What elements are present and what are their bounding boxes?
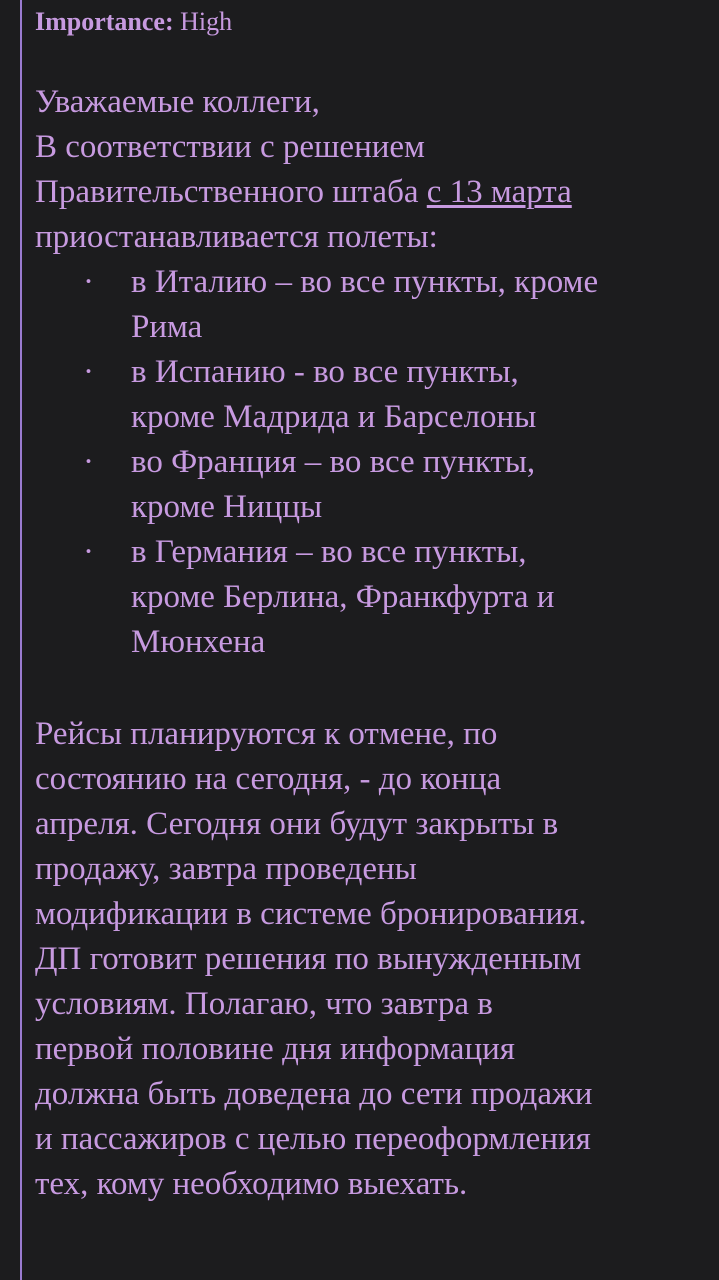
paragraph-line: первой половине дня информация — [35, 1031, 515, 1067]
paragraph-line: состоянию на сегодня, - до конца — [35, 761, 502, 797]
paragraph-line: и пассажиров с целью переоформления — [35, 1121, 591, 1157]
importance-value: High — [180, 7, 233, 36]
list-item-line: Рима — [131, 309, 203, 345]
intro-line-2-text: Правительственного штаба — [35, 174, 427, 210]
main-paragraph — [35, 712, 705, 1207]
message-body — [35, 80, 705, 1207]
list-item-line: Мюнхена — [131, 624, 266, 660]
paragraph-line: апреля. Сегодня они будут закрыты в — [35, 806, 559, 842]
bullet-dot: · — [83, 264, 94, 300]
intro-line-3: приостанавливается полеты: — [35, 219, 438, 255]
list-item-line: в Германия – во все пункты, — [131, 534, 527, 570]
paragraph-line: Рейсы планируются к отмене, по — [35, 716, 498, 752]
list-item-line: кроме Берлина, Франкфурта и — [131, 579, 555, 615]
greeting: Уважаемые коллеги, — [35, 84, 320, 120]
paragraph-line: условиям. Полагаю, что завтра в — [35, 986, 493, 1022]
list-item-line: в Италию – во все пункты, кроме — [131, 264, 599, 300]
list-item-spain — [35, 350, 705, 440]
message-left-border — [20, 0, 22, 1280]
paragraph-line: ДП готовит решения по вынужденным — [35, 941, 582, 977]
list-item-italy — [35, 260, 705, 350]
paragraph-line: должна быть доведена до сети продажи — [35, 1076, 593, 1112]
paragraph-gap — [35, 665, 705, 712]
bullet-dot: · — [83, 534, 94, 570]
paragraph-line: тех, кому необходимо выехать. — [35, 1166, 468, 1202]
list-item-line: кроме Мадрида и Барселоны — [131, 399, 537, 435]
paragraph-line: модификации в системе бронирования. — [35, 896, 587, 932]
list-item-line: во Франция – во все пункты, — [131, 444, 536, 480]
bullet-dot: · — [83, 354, 94, 390]
list-item-germany — [35, 530, 705, 665]
paragraph-line: продажу, завтра проведены — [35, 851, 417, 887]
bullet-dot: · — [83, 444, 94, 480]
list-item-line: кроме Ниццы — [131, 489, 323, 525]
date-underlined: с 13 марта — [426, 174, 572, 210]
importance-label: Importance: — [35, 7, 174, 36]
intro-line-2 — [35, 170, 705, 215]
importance-header — [35, 2, 232, 42]
list-item-line: в Испанию - во все пункты, — [131, 354, 519, 390]
suspended-flights-list — [35, 260, 705, 665]
intro-line-1: В соответствии с решением — [35, 129, 425, 165]
list-item-france — [35, 440, 705, 530]
